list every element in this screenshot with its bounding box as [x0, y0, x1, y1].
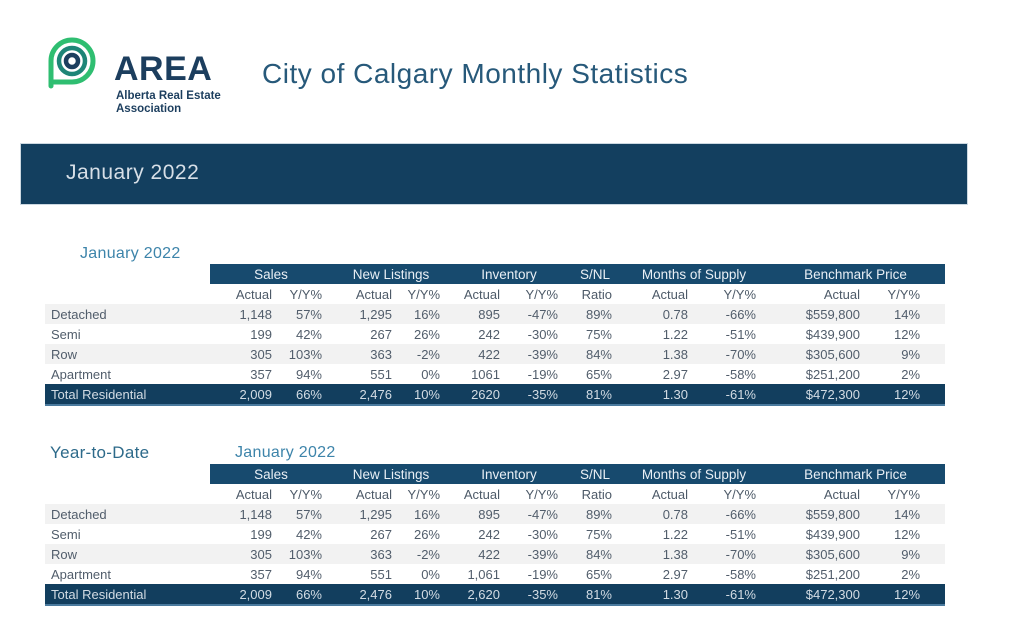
year-to-date-label: Year-to-Date [50, 443, 150, 462]
area-pin-logo-icon [47, 36, 97, 90]
row-label: Detached [45, 304, 210, 324]
column-group-header: Inventory [450, 464, 568, 484]
column-group-header: New Listings [332, 464, 450, 484]
column-sub-header: Actual [622, 284, 698, 304]
table-cell: -70% [698, 344, 766, 364]
column-sub-header: Y/Y% [282, 284, 332, 304]
table-cell: -58% [698, 364, 766, 384]
table-cell: 1.38 [622, 344, 698, 364]
stats-table [45, 264, 945, 406]
table-cell: -30% [510, 524, 568, 544]
table-row [45, 364, 945, 384]
table-cell: -30% [510, 324, 568, 344]
column-group-header-row [45, 464, 945, 484]
total-cell: 81% [568, 384, 622, 405]
table-row [45, 544, 945, 564]
table-cell: -39% [510, 344, 568, 364]
table-cell: 2% [870, 564, 945, 584]
column-group-header: Benchmark Price [766, 464, 945, 484]
total-cell: 66% [282, 584, 332, 605]
total-cell: 66% [282, 384, 332, 405]
total-cell: $472,300 [766, 384, 870, 405]
column-sub-header: Actual [766, 484, 870, 504]
table-cell: 357 [210, 564, 282, 584]
table-cell: 1,148 [210, 304, 282, 324]
table-cell: 267 [332, 524, 402, 544]
table-cell: $439,900 [766, 524, 870, 544]
table-cell: 42% [282, 524, 332, 544]
table-cell: 1,295 [332, 304, 402, 324]
table-row [45, 344, 945, 364]
table-cell: 551 [332, 564, 402, 584]
total-row [45, 584, 945, 605]
table-cell: 103% [282, 544, 332, 564]
total-row-label: Total Residential [45, 584, 210, 605]
table-cell: 75% [568, 524, 622, 544]
ytd-table-title: January 2022 [235, 444, 336, 461]
table-cell: 363 [332, 544, 402, 564]
table-cell: $251,200 [766, 564, 870, 584]
table-cell: 2.97 [622, 364, 698, 384]
table-cell: 199 [210, 324, 282, 344]
column-group-header: Inventory [450, 264, 568, 284]
table-cell: 1.22 [622, 524, 698, 544]
row-label: Detached [45, 504, 210, 524]
total-cell: -35% [510, 584, 568, 605]
table-cell: 65% [568, 364, 622, 384]
table-cell: 2% [870, 364, 945, 384]
table-row [45, 504, 945, 524]
column-group-header: New Listings [332, 264, 450, 284]
table-row [45, 564, 945, 584]
monthly-stats-table-host [45, 264, 945, 406]
table-cell: 12% [870, 324, 945, 344]
row-label: Row [45, 344, 210, 364]
total-cell: 12% [870, 584, 945, 605]
total-cell: 2,009 [210, 384, 282, 405]
monthly-table-title: January 2022 [80, 245, 181, 262]
table-cell: -2% [402, 544, 450, 564]
table-cell: 26% [402, 524, 450, 544]
table-cell: 14% [870, 504, 945, 524]
table-cell: 65% [568, 564, 622, 584]
table-cell: -47% [510, 304, 568, 324]
table-cell: 305 [210, 544, 282, 564]
table-cell: 89% [568, 504, 622, 524]
column-sub-header: Actual [450, 284, 510, 304]
table-cell: 1.38 [622, 544, 698, 564]
column-sub-header: Y/Y% [402, 484, 450, 504]
brand-name: AREA [114, 50, 213, 88]
column-group-header: Benchmark Price [766, 264, 945, 284]
total-cell: 2,476 [332, 384, 402, 405]
table-cell: 14% [870, 304, 945, 324]
table-cell: $305,600 [766, 544, 870, 564]
column-group-header: S/NL [568, 464, 622, 484]
table-cell: 0% [402, 364, 450, 384]
total-row [45, 384, 945, 405]
column-sub-header: Y/Y% [698, 284, 766, 304]
total-cell: 12% [870, 384, 945, 405]
total-cell: 10% [402, 584, 450, 605]
table-row [45, 324, 945, 344]
column-sub-header: Y/Y% [870, 484, 945, 504]
column-sub-header: Actual [210, 484, 282, 504]
table-cell: 1.22 [622, 324, 698, 344]
table-cell: -66% [698, 304, 766, 324]
total-cell: 2,009 [210, 584, 282, 605]
column-sub-header: Actual [766, 284, 870, 304]
table-cell: $251,200 [766, 364, 870, 384]
column-group-header: Months of Supply [622, 464, 766, 484]
header-corner-cell [45, 284, 210, 304]
table-cell: 75% [568, 324, 622, 344]
table-cell: 0% [402, 564, 450, 584]
column-sub-header: Y/Y% [510, 284, 568, 304]
table-cell: 9% [870, 544, 945, 564]
row-label: Semi [45, 324, 210, 344]
table-cell: 363 [332, 344, 402, 364]
table-cell: 16% [402, 504, 450, 524]
table-cell: 89% [568, 304, 622, 324]
table-row [45, 304, 945, 324]
stats-table [45, 464, 945, 606]
table-cell: -66% [698, 504, 766, 524]
table-cell: -51% [698, 324, 766, 344]
header-corner-cell [45, 484, 210, 504]
table-cell: -19% [510, 564, 568, 584]
table-cell: 0.78 [622, 304, 698, 324]
table-row [45, 524, 945, 544]
table-cell: 84% [568, 544, 622, 564]
column-sub-header: Actual [210, 284, 282, 304]
brand-subtitle-line2: Association [116, 103, 182, 115]
total-cell: -61% [698, 384, 766, 405]
table-cell: 422 [450, 344, 510, 364]
table-cell: $305,600 [766, 344, 870, 364]
total-row-label: Total Residential [45, 384, 210, 405]
total-cell: -35% [510, 384, 568, 405]
table-cell: 267 [332, 324, 402, 344]
table-cell: $559,800 [766, 504, 870, 524]
table-cell: -58% [698, 564, 766, 584]
table-cell: 12% [870, 524, 945, 544]
sub-header-row [45, 484, 945, 504]
total-cell: 2,620 [450, 584, 510, 605]
table-cell: 422 [450, 544, 510, 564]
row-label: Row [45, 544, 210, 564]
column-sub-header: Y/Y% [870, 284, 945, 304]
column-sub-header: Y/Y% [282, 484, 332, 504]
table-cell: 895 [450, 504, 510, 524]
table-cell: 0.78 [622, 504, 698, 524]
column-sub-header: Actual [332, 484, 402, 504]
header-corner-cell [45, 464, 210, 484]
column-sub-header: Y/Y% [510, 484, 568, 504]
table-cell: 84% [568, 344, 622, 364]
row-label: Semi [45, 524, 210, 544]
table-cell: 1,061 [450, 564, 510, 584]
column-sub-header: Actual [622, 484, 698, 504]
table-cell: 103% [282, 344, 332, 364]
column-sub-header: Actual [450, 484, 510, 504]
table-cell: 57% [282, 304, 332, 324]
page-title: City of Calgary Monthly Statistics [262, 58, 689, 89]
table-cell: 895 [450, 304, 510, 324]
total-cell: 1.30 [622, 384, 698, 405]
table-cell: 94% [282, 364, 332, 384]
month-banner [20, 143, 968, 205]
column-group-header-row [45, 264, 945, 284]
column-sub-header: Ratio [568, 284, 622, 304]
total-cell: 10% [402, 384, 450, 405]
table-cell: 16% [402, 304, 450, 324]
column-group-header: S/NL [568, 264, 622, 284]
total-cell: 2,476 [332, 584, 402, 605]
column-group-header: Sales [210, 464, 332, 484]
column-sub-header: Y/Y% [402, 284, 450, 304]
table-cell: 1,148 [210, 504, 282, 524]
brand-subtitle [116, 90, 221, 116]
total-cell: 81% [568, 584, 622, 605]
total-cell: -61% [698, 584, 766, 605]
table-cell: 242 [450, 324, 510, 344]
table-cell: 9% [870, 344, 945, 364]
month-banner-label: January 2022 [66, 161, 200, 184]
table-cell: -47% [510, 504, 568, 524]
table-cell: 26% [402, 324, 450, 344]
table-cell: 2.97 [622, 564, 698, 584]
column-sub-header: Ratio [568, 484, 622, 504]
table-cell: 199 [210, 524, 282, 544]
table-cell: -51% [698, 524, 766, 544]
table-cell: $439,900 [766, 324, 870, 344]
table-cell: 42% [282, 324, 332, 344]
table-cell: 1,295 [332, 504, 402, 524]
row-label: Apartment [45, 364, 210, 384]
column-group-header: Sales [210, 264, 332, 284]
table-cell: 1061 [450, 364, 510, 384]
table-cell: -2% [402, 344, 450, 364]
table-cell: $559,800 [766, 304, 870, 324]
header-corner-cell [45, 264, 210, 284]
column-group-header: Months of Supply [622, 264, 766, 284]
row-label: Apartment [45, 564, 210, 584]
total-cell: 1.30 [622, 584, 698, 605]
ytd-stats-table-host [45, 464, 945, 606]
sub-header-row [45, 284, 945, 304]
table-cell: -19% [510, 364, 568, 384]
table-cell: 57% [282, 504, 332, 524]
column-sub-header: Y/Y% [698, 484, 766, 504]
table-cell: 242 [450, 524, 510, 544]
table-cell: -39% [510, 544, 568, 564]
table-cell: -70% [698, 544, 766, 564]
total-cell: $472,300 [766, 584, 870, 605]
table-cell: 551 [332, 364, 402, 384]
table-cell: 357 [210, 364, 282, 384]
column-sub-header: Actual [332, 284, 402, 304]
table-cell: 94% [282, 564, 332, 584]
brand-subtitle-line1: Alberta Real Estate [116, 90, 221, 102]
total-cell: 2620 [450, 384, 510, 405]
table-cell: 305 [210, 344, 282, 364]
